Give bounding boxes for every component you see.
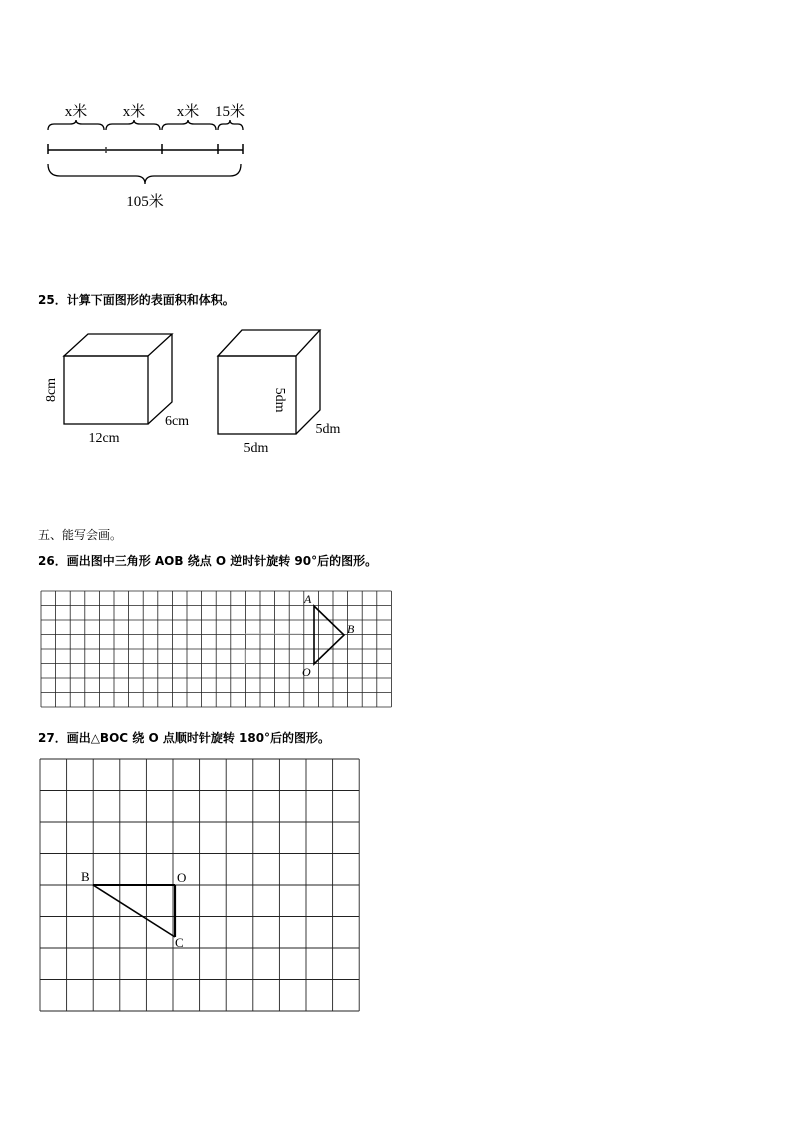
- point-o-label: O: [177, 870, 187, 885]
- question-25-text: 25．计算下面图形的表面积和体积。: [38, 293, 235, 307]
- q27-grid-figure: [38, 757, 364, 1017]
- brace-x1: [48, 120, 104, 130]
- q27-grid: [40, 759, 359, 1011]
- segment-label-x3: x米: [176, 104, 200, 120]
- brace-total: [48, 164, 241, 184]
- segment-label-x2: x米: [122, 104, 146, 120]
- segment-label-x1: x米: [64, 104, 88, 120]
- point-b-label: B: [81, 869, 90, 884]
- point-b-label: B: [347, 622, 355, 636]
- cuboid-length-label: 12cm: [88, 431, 120, 446]
- point-o-label: O: [302, 665, 311, 679]
- segment-bc: [93, 885, 175, 937]
- brace-x3: [162, 120, 216, 130]
- q26-grid-figure: [40, 590, 404, 710]
- brace-15: [218, 120, 243, 130]
- section-5-title: 五、能写会画。: [38, 528, 123, 542]
- cuboid-height-label: 8cm: [44, 377, 59, 403]
- cube-side-label: 5dm: [272, 387, 287, 413]
- question-26-text: 26．画出图中三角形 AOB 绕点 O 逆时针旋转 90°后的图形。: [38, 554, 378, 568]
- segment-diagram: [40, 96, 260, 216]
- q26-grid: [41, 591, 391, 707]
- brace-x2: [106, 120, 160, 130]
- cube-figure: [210, 324, 360, 460]
- question-27-text: 27．画出△BOC 绕 O 点顺时针旋转 180°后的图形。: [38, 731, 331, 745]
- cube-width-label: 5dm: [315, 422, 341, 437]
- segment-label-15: 15米: [214, 104, 246, 120]
- point-c-label: C: [175, 935, 184, 950]
- cube-length-label: 5dm: [243, 441, 269, 456]
- cuboid-figure: [40, 326, 200, 450]
- segment-total-label: 105米: [126, 194, 164, 210]
- point-a-label: A: [304, 592, 312, 606]
- cuboid-width-label: 6cm: [164, 414, 190, 429]
